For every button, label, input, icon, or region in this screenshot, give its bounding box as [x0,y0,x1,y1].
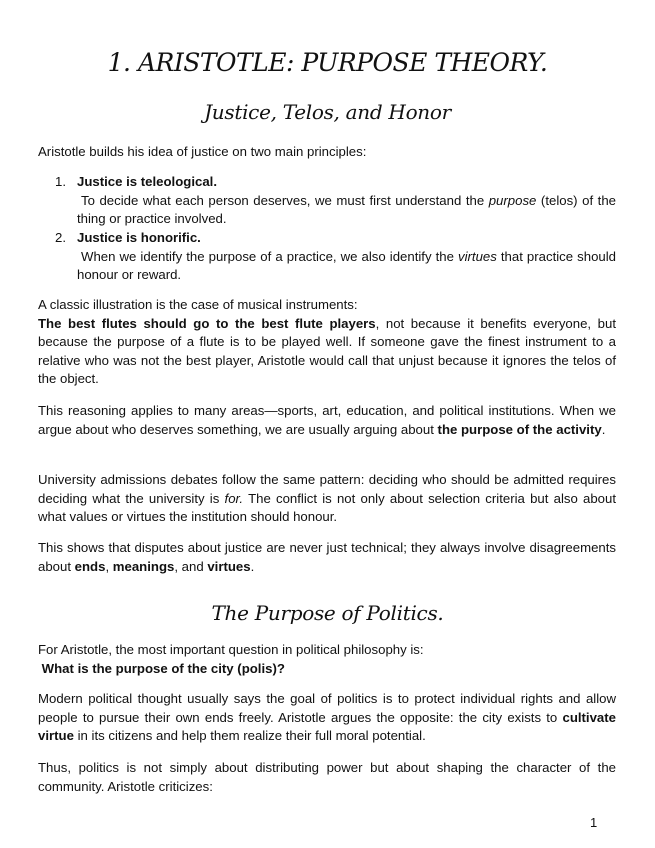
list-item-honorific [77,229,616,285]
disputes-bold-virtues: virtues [207,558,251,574]
thus-paragraph: Thus, politics is not simply about distributing power but about shaping the character of the community. Aristotle criticizes: [38,760,616,794]
question-bold: What is the purpose of the city (polis)? [41,660,285,676]
section-heading-politics: The Purpose of Politics. [211,601,444,625]
list-item-teleological [77,173,616,229]
list-item-label: Justice is honorific. [77,230,201,245]
disputes-sep: , and [174,558,208,574]
admissions-emphasis: for. [224,490,244,506]
list-item-emphasis: purpose [488,192,537,208]
list-number-1: 1. [55,174,66,189]
reasoning-end: . [601,421,606,437]
disputes-end: . [250,558,255,574]
modern-end: in its citizens and help them realize their full moral potential. [73,728,426,744]
list-item-text: (telos) of the thing or practice involved. [77,192,616,227]
modern-bold: cultivate virtue [38,709,616,744]
reasoning-bold: the purpose of the activity [437,421,602,437]
disputes-bold-meanings: meanings [112,558,175,574]
document-title: 1. ARISTOTLE: PURPOSE THEORY. [107,48,548,77]
page-number: 1 [590,815,598,830]
admissions-text: University admissions debates follow the same pattern: deciding who should be admitted requires deciding what the university is [38,472,616,506]
disputes-paragraph [38,539,616,576]
flute-lead: A classic illustration is the case of musical instruments: [38,297,358,312]
intro-paragraph: Aristotle builds his idea of justice on two main principles: [38,144,367,159]
reasoning-paragraph [38,402,616,439]
reasoning-text: This reasoning applies to many areas—sports, art, education, and political institutions. When we argue about who deserves something, we are usually arguing about [38,403,616,437]
disputes-text: This shows that disputes about justice are never just technical; they always involve disagreements about [38,540,616,574]
modern-paragraph [38,690,616,746]
admissions-paragraph [38,471,616,527]
disputes-sep: , [105,558,113,574]
flute-bold: The best flutes should go to the best flute players [38,315,376,331]
section-heading-justice: Justice, Telos, and Honor [204,100,451,124]
flute-paragraph [38,296,616,389]
list-item-text: that practice should honour or reward. [77,248,616,283]
question-lead: For Aristotle, the most important question in political philosophy is: [38,642,424,657]
question-paragraph [38,641,616,678]
flute-rest: , not because it benefits everyone, but because the purpose of a flute is to be played well. If someone gave the finest instrument to a relative who was not the best player, Aristotle would call that unjust because it ignores the telos of the object. [38,315,616,387]
list-item-text: To decide what each person deserves, we must first understand the [81,192,489,208]
admissions-end: The conflict is not only about selection criteria but also about what values or virtues the institution should honour. [38,490,616,525]
list-item-text: When we identify the purpose of a practice, we also identify the [81,248,458,264]
modern-text: Modern political thought usually says the goal of politics is to protect individual rights and allow people to pursue their own ends freely. Aristotle argues the opposite: the city exists to [38,691,616,725]
list-item-emphasis: virtues [457,248,497,264]
list-number-2: 2. [55,230,66,245]
disputes-bold-ends: ends [74,558,106,574]
list-item-label: Justice is teleological. [77,174,217,189]
